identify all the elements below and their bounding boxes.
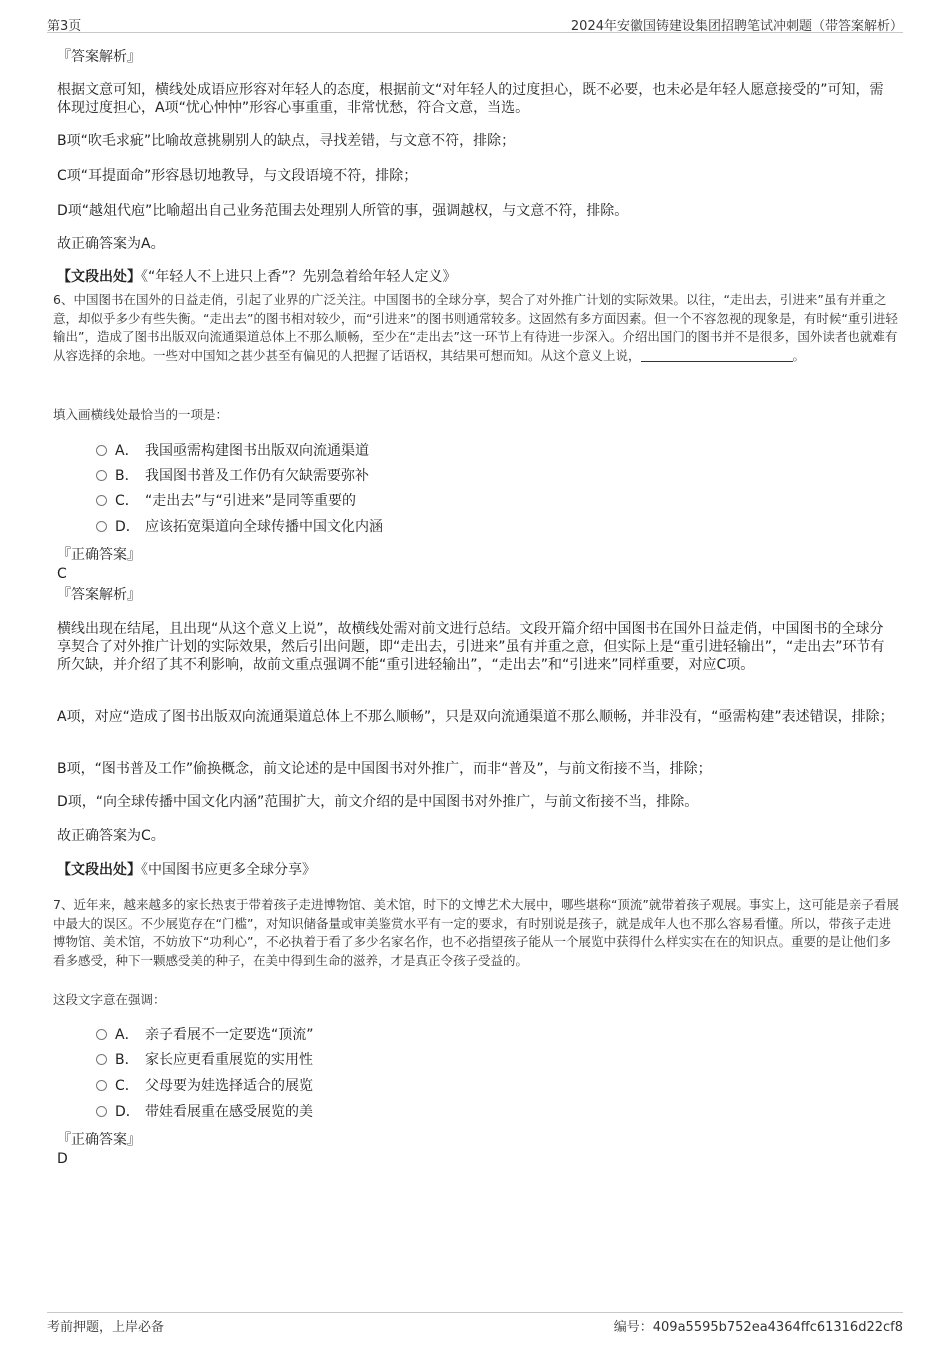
q6-analysis-p1: 横线出现在结尾，且出现“从这个意义上说”，故横线处需对前文进行总结。文段开篇介绍中国图书在国外日益走俏，中国图书的全球分享契合了对外推广计划的实际效果，然后引出问题，即“走出去，引进来”虽有并重之意，但实际上是“重引进轻输出”，“走出去”环节有所欠缺，并介绍了其不利影响，故前文重点强调不能“重引进轻输出”，“走出去”和“引进来”同样重要，对应C项。 bbox=[57, 621, 885, 673]
page-header bbox=[47, 12, 903, 33]
q7-stem: 7、近年来，越来越多的家长热衷于带着孩子走进博物馆、美术馆，时下的文博艺术大展中，哪些堪称“顶流”就带着孩子观展。事实上，这可能是亲子看展中最大的误区。不少展览存在“门槛”，对知识储备量或审美鉴赏水平有一定的要求，有时别说是孩子，就是成年人也不那么容易看懂。所以，带孩子走进博物馆、美术馆，不妨放下“功利心”，不必执着于看了多少名家名作，也不必指望孩子能从一个展览中获得什么样实实在在的知识点。重要的是让他们多看多感受，种下一颗感受美的种子，在美中得到生命的滋养，才是真正令孩子受益的。 bbox=[53, 897, 899, 968]
q6-option-a[interactable]: A． 我国亟需构建图书出版双向流通渠道 bbox=[96, 442, 369, 460]
q6-stem-text: 6、中国图书在国外的日益走俏，引起了业界的广泛关注。中国图书的全球分享，契合了对外推广计划的实际效果。以往，“走出去，引进来”虽有并重之意，却似乎多少有些失衡。“走出去”的图书相对较少，而“引进来”的图书则通常较多。这固然有多方面因素。但一个不容忽视的现象是，有时候“重引进轻输出”，造成了图书出版双向流通渠道总体上不那么顺畅，至少在“走出去”这一环节上有待进一步深入。介绍出国门的图书并不是很多，国外读者也就难有从容选择的余地。一些对中国知之甚少甚至有偏见的人把握了话语权，其结果可想而知。从这个意义上说， bbox=[53, 292, 898, 363]
footer-slogan: 考前押题，上岸必备 bbox=[47, 1320, 165, 1335]
q5-analysis-p4: D项“越俎代庖”比喻超出自己业务范围去处理别人所管的事，强调越权，与文意不符，排除。 bbox=[57, 203, 629, 219]
q5-analysis-p2: B项“吹毛求疵”比喻故意挑剔别人的缺点，寻找差错，与文意不符，排除； bbox=[57, 133, 516, 149]
q5-source-prefix: 【文段出处】 bbox=[57, 269, 141, 285]
q6-source bbox=[57, 861, 897, 879]
document-id: 编号：409a5595b752ea4364ffc61316d22cf8 bbox=[613, 1320, 903, 1335]
q7-answer-label: 『正确答案』 bbox=[57, 1132, 141, 1148]
q6-option-d[interactable]: D． 应该拓宽渠道向全球传播中国文化内涵 bbox=[96, 518, 383, 536]
q7-answer: D bbox=[57, 1151, 68, 1167]
q6-source-prefix: 【文段出处】 bbox=[57, 862, 141, 878]
q7-option-a[interactable]: A． 亲子看展不一定要选“顶流” bbox=[96, 1026, 314, 1044]
q7-option-b[interactable]: B． 家长应更看重展览的实用性 bbox=[96, 1051, 313, 1069]
q6-answer-label: 『正确答案』 bbox=[57, 547, 141, 563]
q5-source bbox=[57, 268, 897, 286]
q5-analysis-label: 『答案解析』 bbox=[57, 49, 141, 65]
q6-answer: C bbox=[57, 566, 67, 582]
radio-icon[interactable] bbox=[96, 470, 107, 481]
q6-option-c[interactable]: C． “走出去”与“引进来”是同等重要的 bbox=[96, 492, 356, 510]
document-title: 2024年安徽国铸建设集团招聘笔试冲刺题（带答案解析） bbox=[570, 19, 903, 34]
page-number: 第3页 bbox=[47, 19, 82, 34]
q5-analysis-p1: 根据文意可知，横线处成语应形容对年轻人的态度，根据前文“对年轻人的过度担心，既不必要，也未必是年轻人愿意接受的”可知，需体现过度担心，A项“忧心忡忡”形容心事重重，非常忧愁，符合文意，当选。 bbox=[57, 82, 884, 116]
radio-icon[interactable] bbox=[96, 1080, 107, 1091]
radio-icon[interactable] bbox=[96, 445, 107, 456]
q6-prompt: 填入画横线处最恰当的一项是： bbox=[53, 407, 229, 422]
q6-stem bbox=[53, 291, 901, 365]
q5-conclusion: 故正确答案为A。 bbox=[57, 236, 165, 252]
q6-analysis-label: 『答案解析』 bbox=[57, 587, 141, 603]
q6-analysis-p2: A项，对应“造成了图书出版双向流通渠道总体上不那么顺畅”，只是双向流通渠道不那么顺畅，并非没有，“亟需构建”表述错误，排除； bbox=[57, 709, 894, 725]
q6-source-title: 《中国图书应更多全球分享》 bbox=[141, 862, 316, 878]
q6-conclusion: 故正确答案为C。 bbox=[57, 828, 165, 844]
q6-blank-end: 。 bbox=[792, 347, 806, 363]
q7-option-d[interactable]: D． 带娃看展重在感受展览的美 bbox=[96, 1103, 313, 1121]
radio-icon[interactable] bbox=[96, 495, 107, 506]
q6-analysis-p4: D项，“向全球传播中国文化内涵”范围扩大，前文介绍的是中国图书对外推广，与前文衔接不当，排除。 bbox=[57, 794, 699, 810]
q6-analysis-p3: B项，“图书普及工作”偷换概念，前文论述的是中国图书对外推广，而非“普及”，与前文衔接不当，排除； bbox=[57, 761, 712, 777]
radio-icon[interactable] bbox=[96, 521, 107, 532]
q7-option-c[interactable]: C． 父母要为娃选择适合的展览 bbox=[96, 1077, 313, 1095]
q6-answer-blank bbox=[641, 349, 793, 362]
page-footer bbox=[47, 1312, 903, 1335]
q5-analysis-p3: C项“耳提面命”形容恳切地教导，与文段语境不符，排除； bbox=[57, 168, 418, 184]
q6-option-b[interactable]: B． 我国图书普及工作仍有欠缺需要弥补 bbox=[96, 467, 369, 485]
q7-prompt: 这段文字意在强调： bbox=[53, 992, 166, 1007]
radio-icon[interactable] bbox=[96, 1054, 107, 1065]
radio-icon[interactable] bbox=[96, 1106, 107, 1117]
q5-source-title: 《“年轻人不上进只上香”？先别急着给年轻人定义》 bbox=[141, 269, 457, 285]
radio-icon[interactable] bbox=[96, 1029, 107, 1040]
